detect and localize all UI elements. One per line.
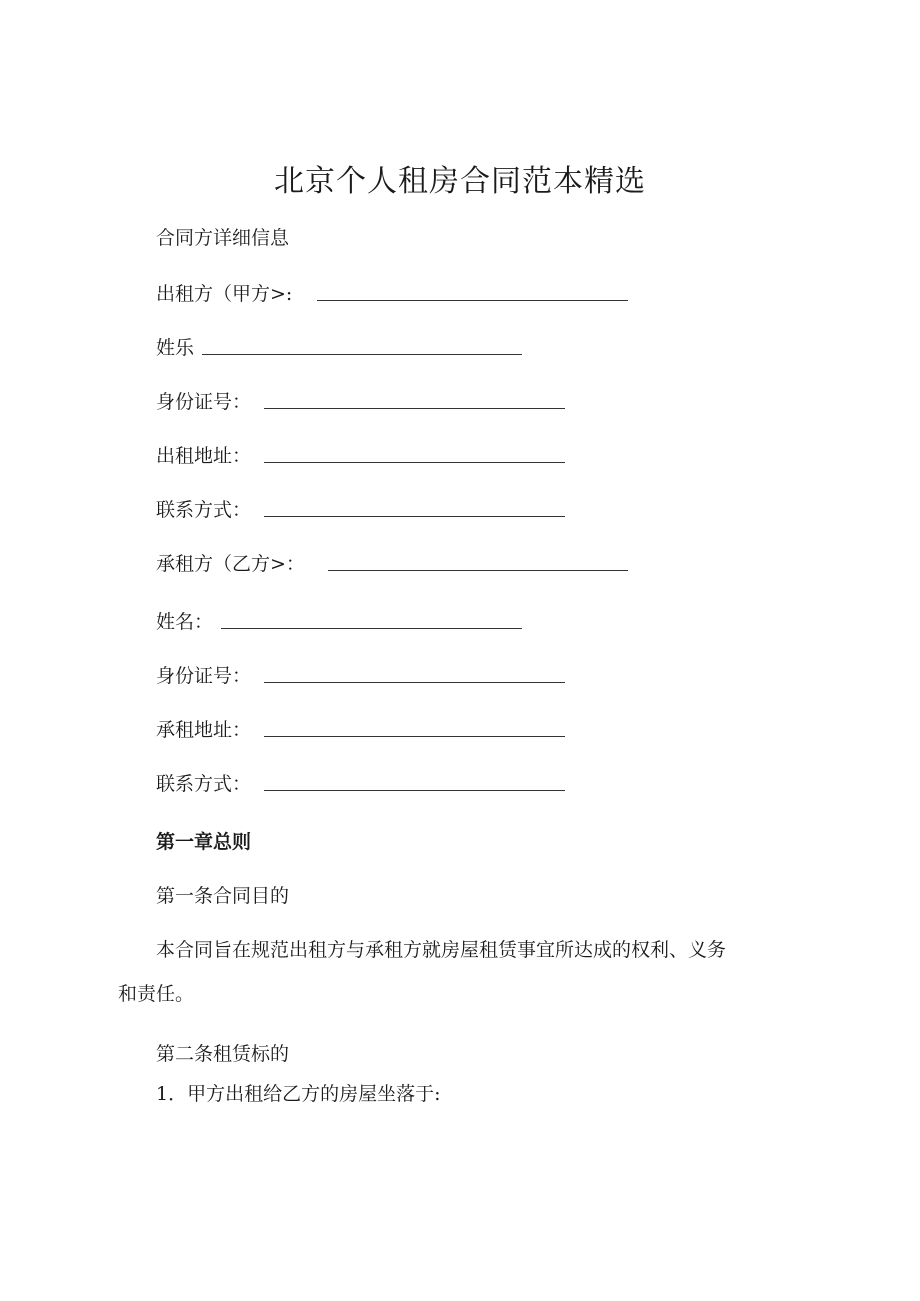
lessor-label: 出租方（甲方>: [156, 283, 293, 305]
lessee-contact-blank-line [264, 790, 565, 791]
document-title: 北京个人租房合同范本精选 [274, 164, 646, 199]
lessee-name-label: 姓名： [156, 611, 214, 633]
lessor-address-blank-line [264, 462, 565, 463]
lessor-address-label: 出租地址： [156, 445, 252, 467]
lessor-blank-line [317, 300, 628, 301]
lessor-name-blank-line [202, 354, 522, 355]
article-2-heading: 第二条租赁标的 [156, 1043, 290, 1065]
lessor-contact-label: 联系方式： [156, 499, 252, 521]
lessee-blank-line [328, 570, 628, 571]
article-1-text-line-1: 本合同旨在规范出租方与承租方就房屋租赁事宜所达成的权利、义务 [156, 939, 727, 961]
lessee-id-label: 身份证号： [156, 665, 252, 687]
article-1-text-line-2: 和责任。 [118, 983, 195, 1005]
article-2-item-1: 1．甲方出租给乙方的房屋坐落于: [156, 1083, 441, 1105]
lessor-id-blank-line [264, 408, 565, 409]
lessee-name-blank-line [221, 628, 522, 629]
lessee-address-label: 承租地址： [156, 719, 252, 741]
lessor-contact-blank-line [264, 516, 565, 517]
lessee-contact-label: 联系方式： [156, 773, 252, 795]
lessee-id-blank-line [264, 682, 565, 683]
article-1-heading: 第一条合同目的 [156, 885, 290, 907]
lessor-id-label: 身份证号： [156, 391, 252, 413]
chapter-1-heading: 第一章总则 [156, 831, 252, 853]
lessor-name-label: 姓乐 [156, 337, 195, 359]
lessee-address-blank-line [264, 736, 565, 737]
lessee-label: 承租方（乙方>： [156, 553, 305, 575]
party-info-heading: 合同方详细信息 [156, 227, 290, 249]
